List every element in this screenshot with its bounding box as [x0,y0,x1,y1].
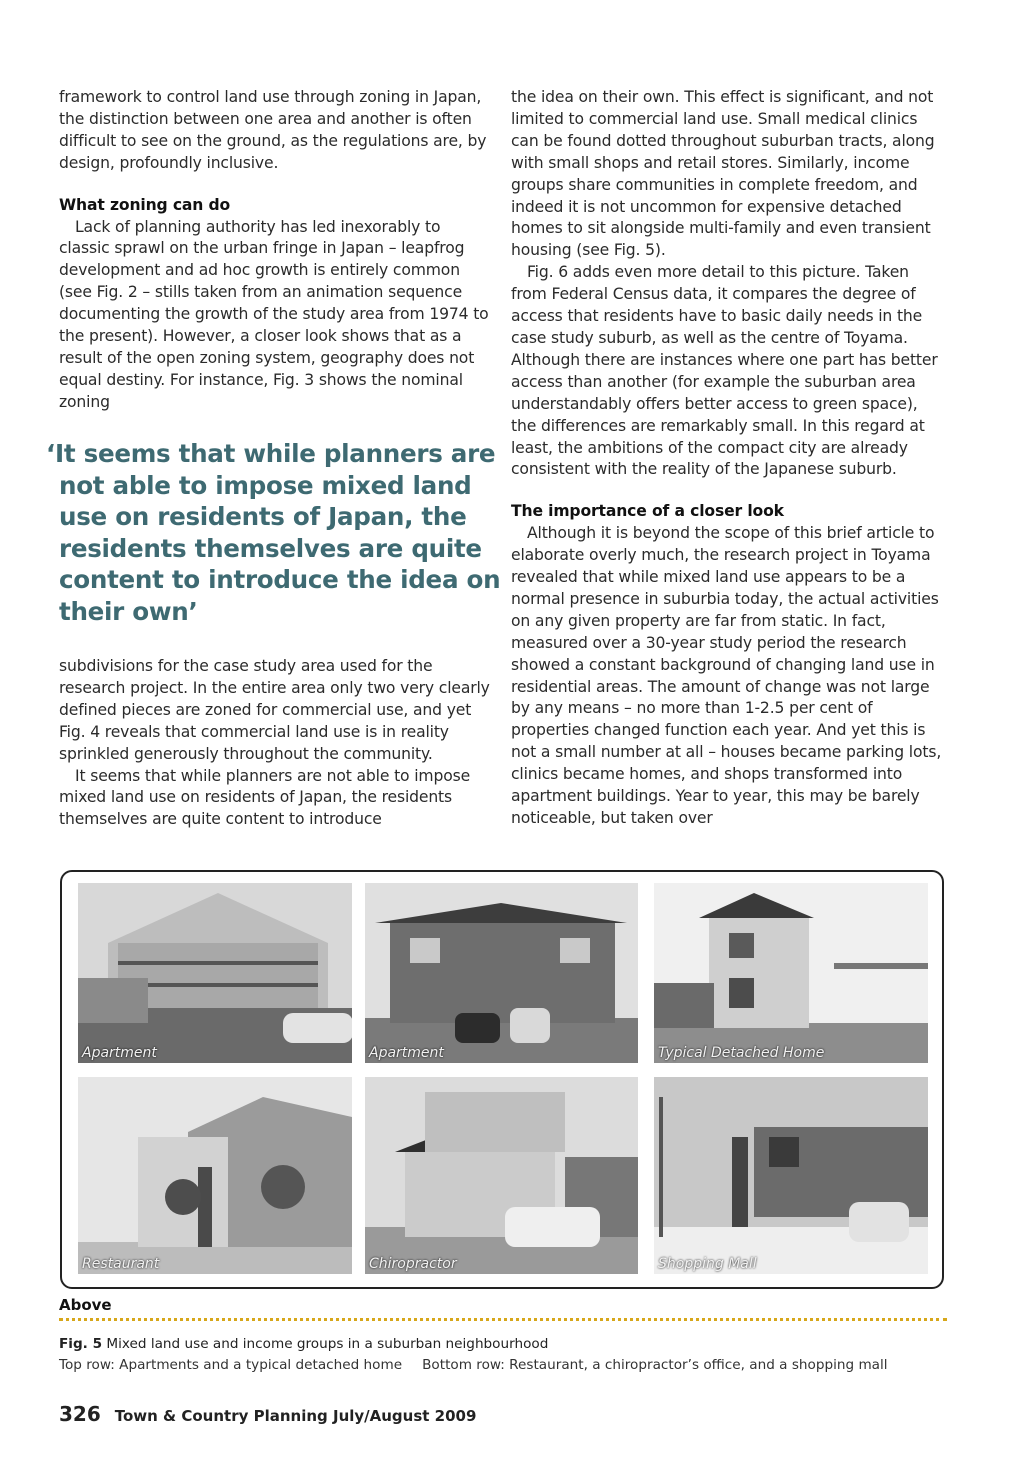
photo-caption: Apartment [82,1045,157,1061]
figure-title: Mixed land use and income groups in a suburban neighbourhood [106,1336,549,1352]
photo-apartment-2 [365,883,638,1063]
page-number: 326 [59,1402,101,1426]
photo-restaurant [78,1077,352,1274]
figure-top-row-note: Top row: Apartments and a typical detached home [59,1357,403,1373]
photo-caption: Restaurant [82,1256,160,1272]
body-paragraph: It seems that while planners are not able to impose mixed land use on residents of Japan, the residents themselves are quite content to introduce [59,766,471,829]
photo-detached-home [654,883,928,1063]
figure-above-label: Above [59,1296,112,1314]
body-paragraph: Although it is beyond the scope of this brief article to elaborate overly much, the research project in Toyama revealed that while mixed land use appears to be a normal presence in suburbia today, the actual activities on any given property are far from static. In fact, measured over a 30-year study period the research showed a constant background of changing land use in residential areas. The amount of change was not large by any means – no more than 1-2.5 per cent of properties changed function each year. And yet this is not a small number at all – houses became parking lots, clinics became homes, and shops transformed into apartment buildings. Year to year, this may be barely noticeable, but taken over [511,524,942,827]
figure-bottom-row-note: Bottom row: Restaurant, a chiropractor’s office, and a shopping mall [422,1357,888,1373]
section-heading: What zoning can do [59,195,231,214]
left-column-lower [59,656,491,831]
left-column-upper [59,87,491,414]
photo-caption: Apartment [369,1045,444,1061]
magazine-title: Town & Country Planning July/August 2009 [114,1407,477,1425]
dotted-rule [59,1318,947,1321]
photo-apartment-1 [78,883,352,1063]
body-paragraph: the idea on their own. This effect is significant, and not limited to commercial land use. Small medical clinics can be found dotted throughout suburban tracts, along with small shops and retail stores. Similarly, income groups share communities in complete freedom, and indeed it is not uncommon for expensive detached homes to sit alongside multi-family and even transient housing (see Fig. 5). [511,88,935,260]
photo-chiropractor [365,1077,638,1274]
pull-quote: ‘It seems that while planners are not able to impose mixed land use on residents of Japan, the residents themselves are quite content to introduce the idea on their own’ [46,439,501,626]
page-footer [59,1402,476,1426]
figure-caption-rows [59,1357,888,1373]
body-paragraph: Lack of planning authority has led inexorably to classic sprawl on the urban fringe in Japan – leapfrog development and ad hoc growth is entirely common (see Fig. 2 – stills taken from an animation sequence documenting the growth of the study area from 1974 to the present). However, a closer look shows that as a result of the open zoning system, geography does not equal destiny. For instance, Fig. 3 shows the nominal zoning [59,217,489,411]
photo-caption: Shopping Mall [658,1256,757,1272]
photo-caption: Chiropractor [369,1256,457,1272]
photo-shopping-mall [654,1077,928,1274]
body-paragraph: Fig. 6 adds even more detail to this picture. Taken from Federal Census data, it compares the degree of access that residents have to basic daily needs in the case study suburb, as well as the centre of Toyama. Although there are instances where one part has better access than another (for example the suburban area understandably offers better access to green space), the differences are remarkably small. In this regard at least, the ambitions of the compact city are already consistent with the reality of the Japanese suburb. [511,263,938,479]
figure-caption-title [59,1336,548,1352]
body-paragraph: framework to control land use through zoning in Japan, the distinction between one area and another is often difficult to see on the ground, as the regulations are, by design, profoundly inclusive. [59,88,487,172]
figure-number: Fig. 5 [59,1336,103,1352]
section-heading: The importance of a closer look [511,502,784,521]
photo-caption: Typical Detached Home [658,1045,825,1061]
right-column [511,87,946,830]
body-paragraph: subdivisions for the case study area used for the research project. In the entire area only two very clearly defined pieces are zoned for commercial use, and yet Fig. 4 reveals that commercial land use is in reality sprinkled generously throughout the community. [59,657,490,763]
